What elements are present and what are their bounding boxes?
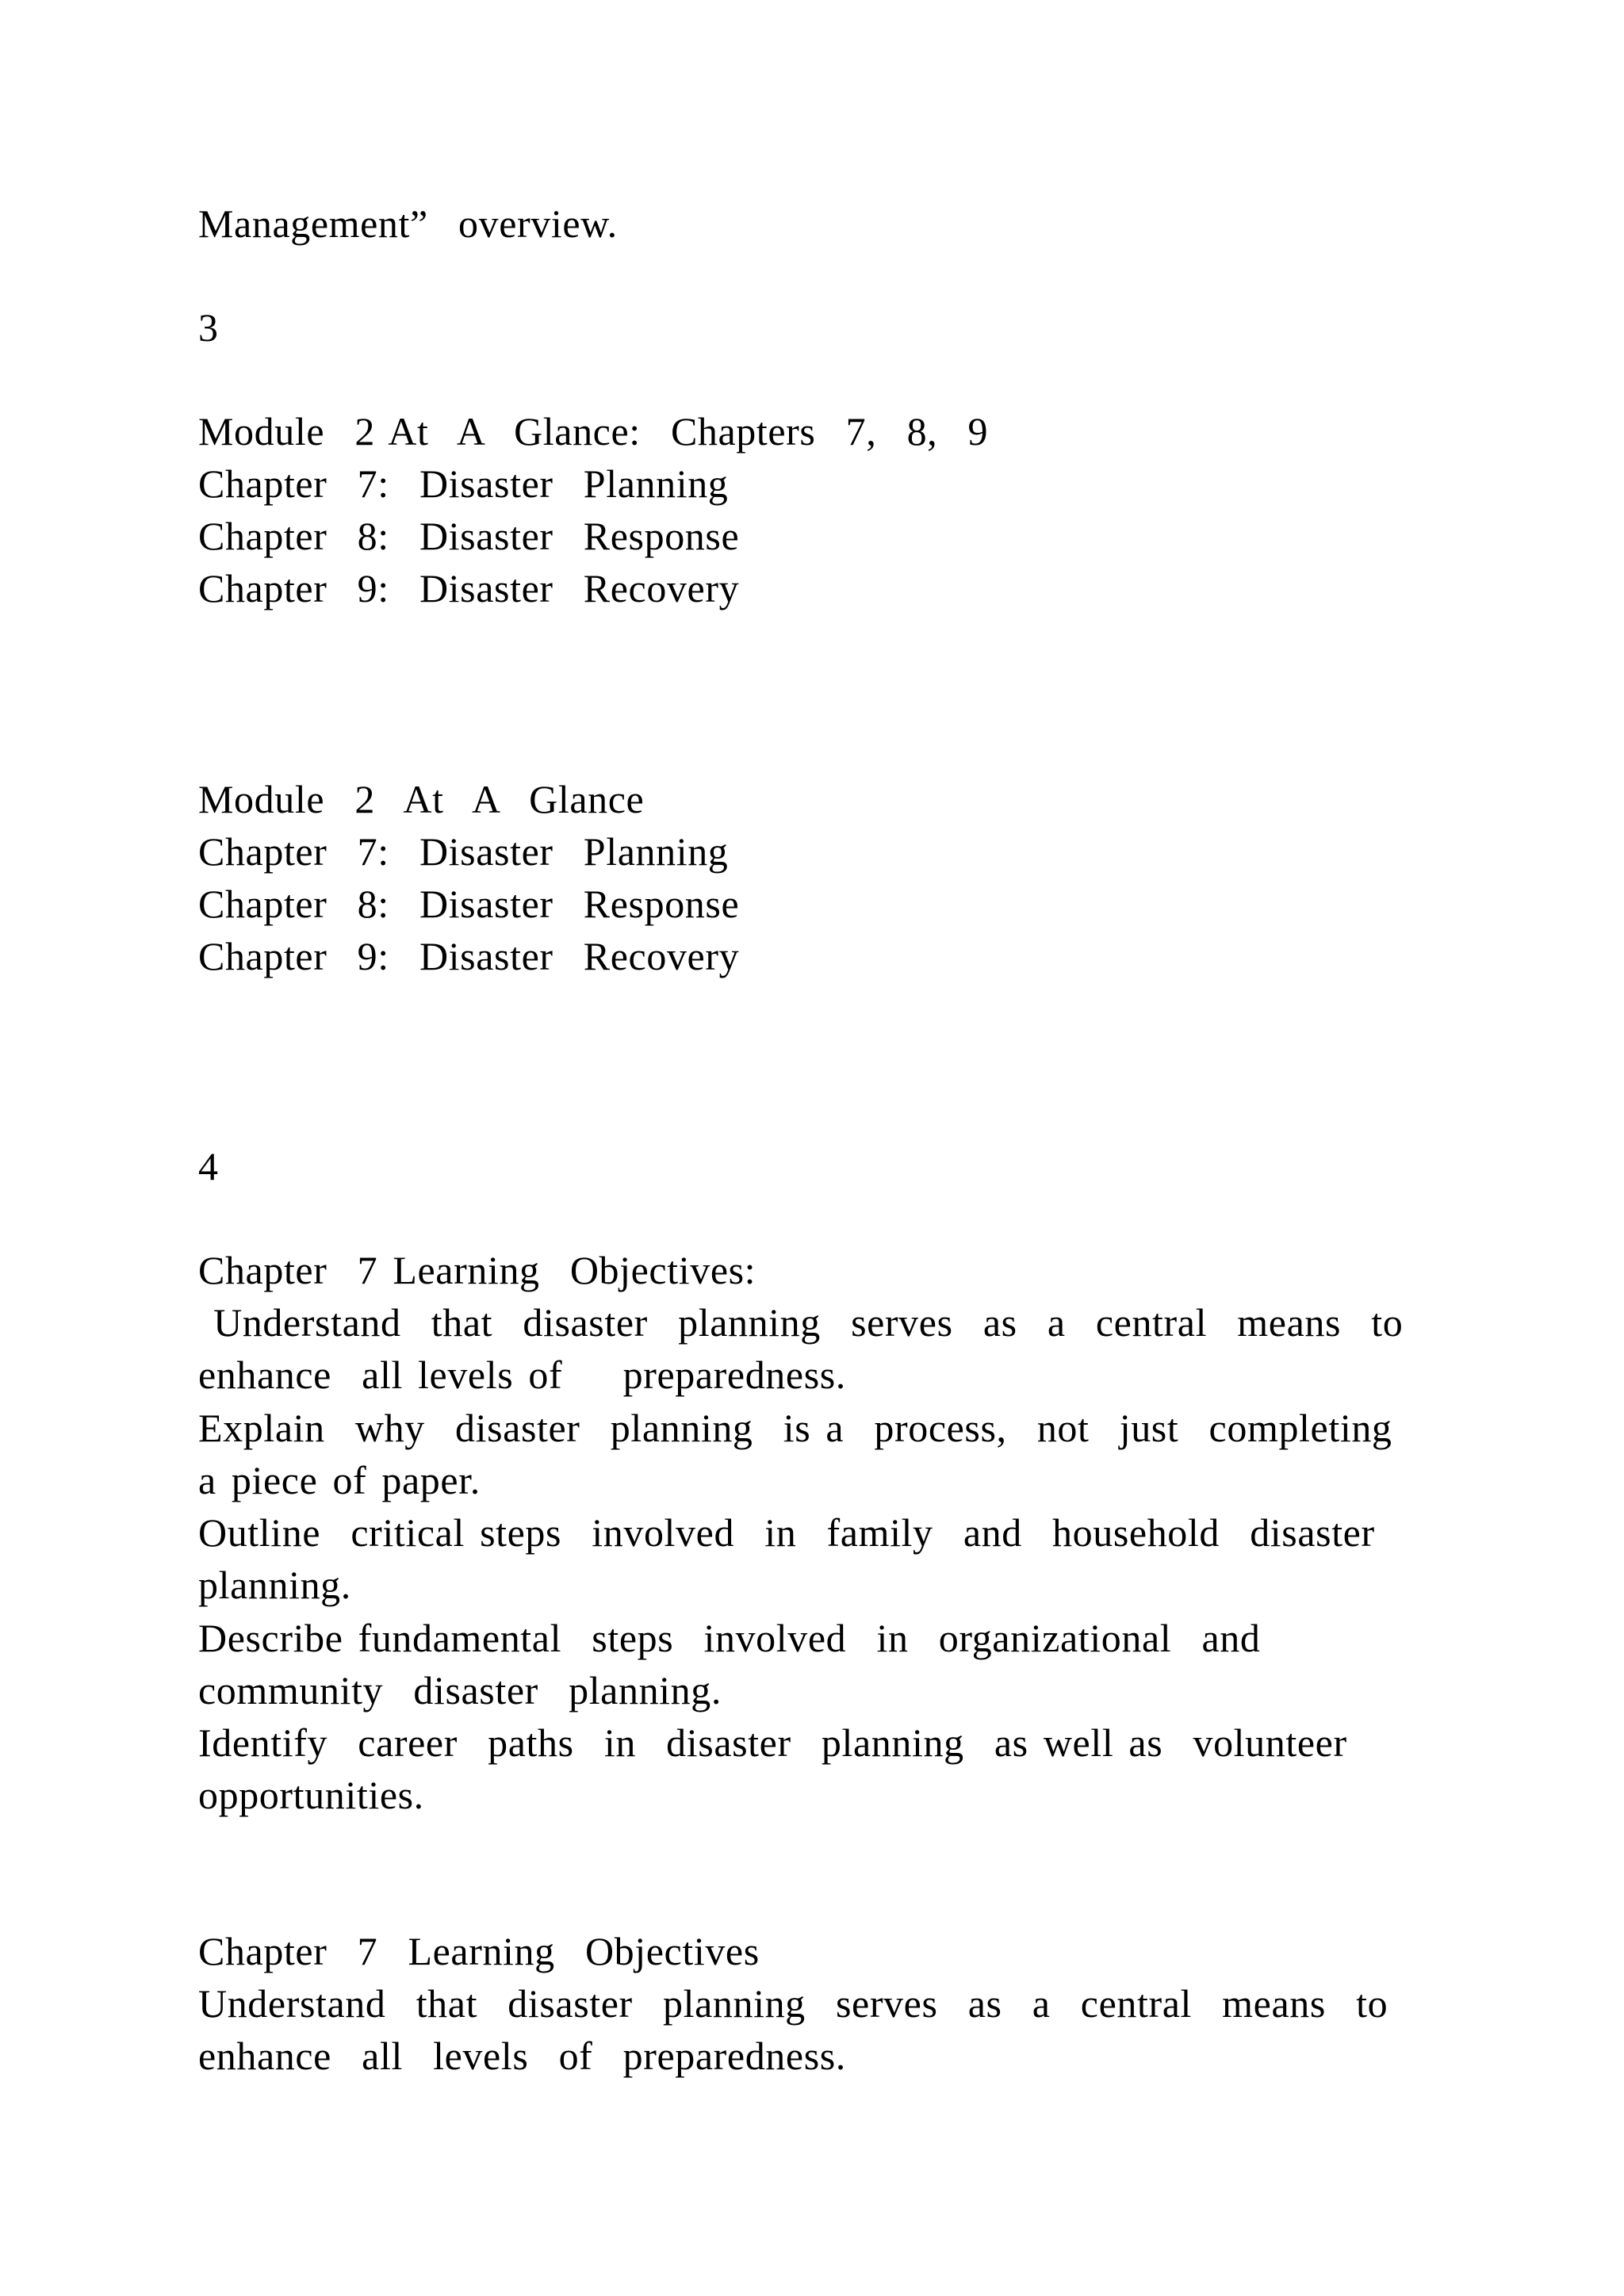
text-line: planning.	[198, 1563, 351, 1607]
text-line: Explain why disaster planning is a process, not just completing	[198, 1406, 1392, 1450]
text-line: Describe fundamental steps involved in organizational and	[198, 1616, 1261, 1660]
text-line: opportunities.	[198, 1773, 424, 1817]
text-line: Management” overview.	[198, 201, 618, 246]
text-line: Understand that disaster planning serves as a central means to	[198, 1981, 1388, 2026]
list-item: Chapter 9: Disaster Recovery	[198, 934, 740, 978]
list-item: Chapter 7: Disaster Planning	[198, 829, 729, 874]
text-line: Understand that disaster planning serves as a central means to	[198, 1300, 1404, 1345]
text-line: a piece of paper.	[198, 1458, 481, 1502]
page-number: 3	[198, 305, 219, 350]
text-line: community disaster planning.	[198, 1668, 722, 1712]
section-heading: Chapter 7 Learning Objectives:	[198, 1248, 756, 1292]
text-line: Outline critical steps involved in family and household disaster	[198, 1510, 1375, 1555]
section-heading: Chapter 7 Learning Objectives	[198, 1929, 760, 1973]
list-item: Chapter 8: Disaster Response	[198, 882, 740, 926]
page-number: 4	[198, 1144, 219, 1188]
list-item: Chapter 7: Disaster Planning	[198, 461, 729, 506]
text-line: enhance all levels of preparedness.	[198, 2034, 846, 2078]
text-line: enhance all levels of preparedness.	[198, 1353, 846, 1397]
list-item: Chapter 8: Disaster Response	[198, 514, 740, 558]
section-heading: Module 2 At A Glance	[198, 777, 645, 821]
text-line: Identify career paths in disaster planning as well as volunteer	[198, 1720, 1347, 1765]
section-heading: Module 2 At A Glance: Chapters 7, 8, 9	[198, 409, 989, 453]
list-item: Chapter 9: Disaster Recovery	[198, 566, 740, 610]
